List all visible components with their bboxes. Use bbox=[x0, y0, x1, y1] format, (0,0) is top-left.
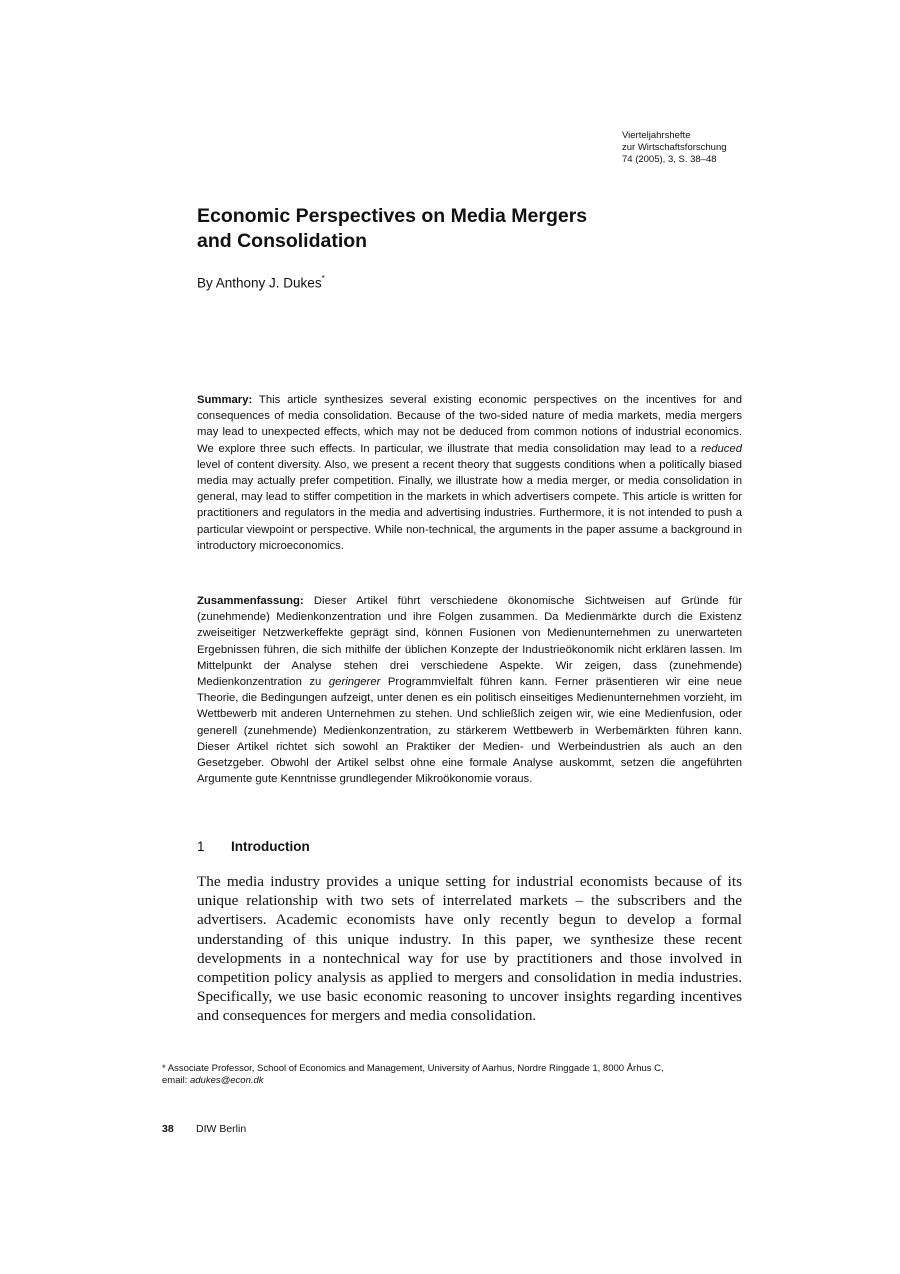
zusammenfassung-label: Zusammenfassung: bbox=[197, 595, 304, 607]
summary-abstract bbox=[197, 392, 742, 554]
journal-info bbox=[622, 130, 727, 165]
summary-emphasis: reduced bbox=[701, 442, 742, 455]
author-footnote-marker: * bbox=[321, 274, 325, 283]
journal-name-line1: Vierteljahrshefte bbox=[622, 130, 691, 141]
zusammenfassung-text-start: Dieser Artikel führt verschiedene ökonomische Sichtweisen auf Gründe für (zunehmende) Medienkonzentration und ihre Folgen zusammen. Da Medienmärkte durch die Existenz zweiseitiger Netzwerkeffekte geprägt sind, können Fusionen von Medienunternehmen zu unerwarteten Ergebnissen führen, die sich mithilfe der üblichen Konzepte der Industrieökonomik nicht erklären lassen. Im Mittelpunkt der Analyse stehen drei verschiedene Aspekte. Wir zeigen, dass (zunehmende) Medienkonzentration zu bbox=[197, 595, 742, 689]
section-title: Introduction bbox=[231, 839, 310, 854]
page-number: 38 bbox=[162, 1123, 174, 1135]
intro-paragraph: The media industry provides a unique setting for industrial economists because of its unique relationship with two sets of interrelated markets – the subscribers and the advertisers. Academic economists have only recently begun to develop a formal understanding of this unique industry. In this paper, we synthesize these recent developments in a nontechnical way for use by practitioners and those involved in competition policy analysis as applied to mergers and consolidation in media industries. Specifically, we use basic economic reasoning to uncover insights regarding incentives and consequences for mergers and media consolidation. bbox=[197, 873, 742, 1025]
publisher-name: DIW Berlin bbox=[196, 1123, 247, 1135]
zusammenfassung-text-end: Programmvielfalt führen kann. Ferner präsentieren wir eine neue Theorie, die Bedingungen aufzeigt, unter denen es ein politisch einseitiges Medienunternehmen vorzieht, im Wettbewerb mit anderen Unternehmen zu stehen. Und schließlich zeigen wir, wie eine Medienfusion, oder generell (zunehmende) Medienkonzentration, zu stärkerem Wettbewerb in Werbemärkten führen kann. Dieser Artikel richtet sich sowohl an Praktiker der Medien- und Werbeindustrien als auch an den Gesetzgeber. Obwohl der Artikel selbst ohne eine formale Analyse auskommt, setzen die angeführten Argumente gute Kenntnisse grundlegender Mikroökonomie voraus. bbox=[197, 676, 742, 786]
paper-title-line1: Economic Perspectives on Media Mergers bbox=[197, 205, 588, 227]
summary-text-start: This article synthesizes several existing economic perspectives on the incentives for and consequences of media consolidation. Because of the two-sided nature of media markets, media mergers may lead to unexpected effects, which may not be deduced from common notions of industrial economics. We explore three such effects. In particular, we illustrate that media consolidation may lead to a bbox=[197, 394, 742, 455]
footnote-text: * Associate Professor, School of Economics and Management, University of Aarhus, Nordre Ringgade 1, 8000 Århus C, email: bbox=[162, 1063, 664, 1086]
section-number: 1 bbox=[197, 839, 205, 854]
footnote-email: adukes@econ.dk bbox=[189, 1075, 264, 1086]
author-byline bbox=[197, 275, 325, 291]
author-name: By Anthony J. Dukes bbox=[197, 275, 322, 291]
journal-name-line2: zur Wirtschaftsforschung bbox=[622, 141, 727, 153]
paper-title bbox=[197, 204, 757, 254]
journal-issue: 74 (2005), 3, S. 38–48 bbox=[622, 153, 717, 165]
summary-label: Summary: bbox=[197, 394, 253, 406]
author-footnote bbox=[162, 1063, 682, 1087]
summary-text-end: level of content diversity. Also, we present a recent theory that suggests conditions when a politically biased media may actually prefer competition. Finally, we illustrate how a media merger, or media consolidation in general, may lead to stiffer competition in the markets in which advertisers compete. This article is written for practitioners and regulators in the media and advertising industries. Furthermore, it is not intended to push a particular viewpoint or perspective. While non-technical, the arguments in the paper assume a background in introductory microeconomics. bbox=[197, 458, 742, 552]
zusammenfassung-abstract bbox=[197, 593, 742, 787]
zusammenfassung-emphasis: geringerer bbox=[328, 676, 381, 689]
paper-title-line2: and Consolidation bbox=[197, 230, 368, 252]
section-heading bbox=[197, 839, 310, 854]
page-footer bbox=[162, 1123, 246, 1135]
